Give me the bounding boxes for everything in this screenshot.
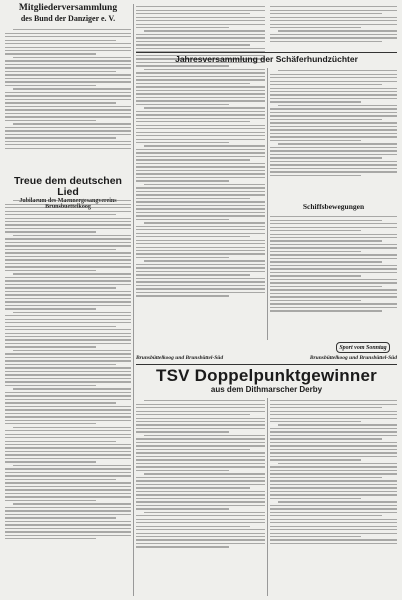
article-treue-title: Treue dem deutschen Lied bbox=[14, 175, 122, 198]
banner-right-label: Brunsbüttelkoog und Brunsbüttel-Süd bbox=[309, 355, 397, 361]
article-danziger-body bbox=[5, 27, 131, 175]
article-schiffsbewegungen-title: Schiffsbewegungen bbox=[302, 202, 365, 211]
article-danziger-title-line2: des Bund der Danziger e. V. bbox=[20, 13, 116, 23]
column-divider-2 bbox=[267, 68, 268, 340]
column-divider-3 bbox=[267, 398, 268, 596]
article-tsv-body-left bbox=[136, 398, 265, 596]
rule-below-banner bbox=[136, 364, 397, 365]
article-danziger-title-line1: Mitgliederversammlung bbox=[18, 3, 118, 13]
article-tsv-title: TSV Doppelpunktgewinner bbox=[156, 366, 377, 385]
article-danziger-header bbox=[5, 4, 131, 23]
article-tsv-subtitle: aus dem Dithmarscher Derby bbox=[210, 385, 323, 394]
article-treue-body bbox=[5, 198, 131, 596]
article-tsv-body-right bbox=[270, 398, 397, 596]
sport-vom-sonntag-label: Sport vom Sonntag bbox=[336, 342, 390, 353]
article-schaefer-body-right bbox=[270, 68, 397, 200]
rule-above-schaefer bbox=[136, 52, 397, 53]
banner-left-label: Brunsbüttelkoog und Brunsbüttel-Süd bbox=[136, 355, 224, 361]
article-schaefer-title: Jahresversammlung der Schäferhundzüchter bbox=[175, 54, 358, 64]
article-top-right-body bbox=[270, 4, 397, 50]
article-schiffsbewegungen-body bbox=[270, 214, 397, 334]
section-banner bbox=[136, 353, 397, 363]
column-divider bbox=[133, 4, 134, 596]
